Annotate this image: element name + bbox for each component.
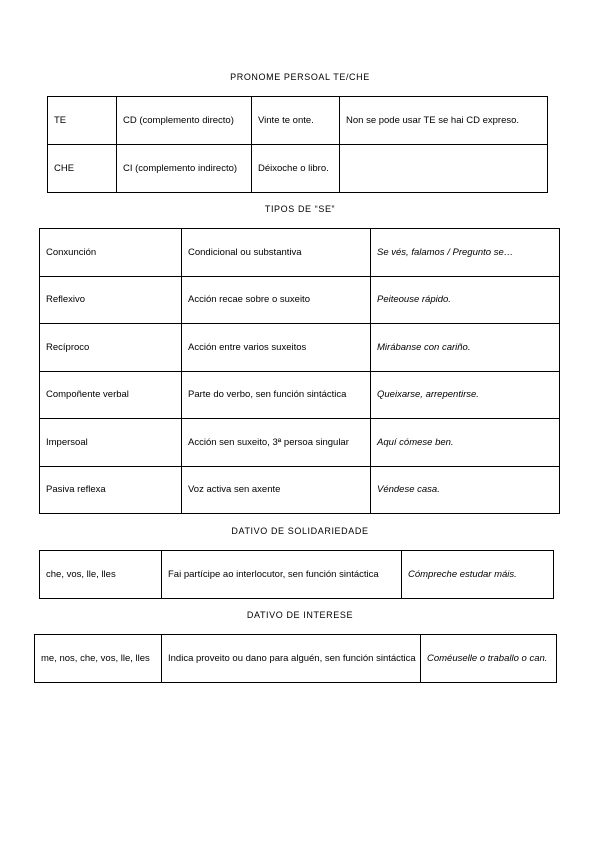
table-cell: me, nos, che, vos, lle, lles (35, 635, 162, 683)
section-title-dativo-solidariedade: DATIVO DE SOLIDARIEDADE (231, 526, 369, 536)
table-cell: Reflexivo (40, 276, 182, 324)
table-cell-example: Queixarse, arrepentirse. (371, 371, 560, 419)
table-cell: Parte do verbo, sen función sintáctica (182, 371, 371, 419)
table-row (40, 324, 560, 372)
table-cell-example: Véndese casa. (371, 466, 560, 514)
table-cell: Acción entre varios suxeitos (182, 324, 371, 372)
table-cell-example: Aquí cómese ben. (371, 419, 560, 467)
table-row (48, 145, 548, 193)
table-cell: Fai partícipe ao interlocutor, sen función sintáctica (162, 551, 402, 599)
table-cell: CHE (48, 145, 117, 193)
table-cell: Impersoal (40, 419, 182, 467)
table-cell-example: Se vés, falamos / Pregunto se… (371, 229, 560, 277)
table-cell: che, vos, lle, lles (40, 551, 162, 599)
table-cell-example: Coméuselle o traballo o can. (421, 635, 557, 683)
table-cell-example: Cómpreche estudar máis. (402, 551, 554, 599)
table-cell: Indica proveito ou dano para alguén, sen función sintáctica (162, 635, 421, 683)
table-row (40, 229, 560, 277)
table-cell: Recíproco (40, 324, 182, 372)
table-row (40, 466, 560, 514)
table-cell: CD (complemento directo) (117, 97, 252, 145)
table-row (40, 419, 560, 467)
table-cell: Déixoche o libro. (252, 145, 340, 193)
table-row (40, 371, 560, 419)
table-dativo-solidariedade (39, 550, 554, 599)
table-row (40, 551, 554, 599)
table-cell: Pasiva reflexa (40, 466, 182, 514)
table-row (48, 97, 548, 145)
table-cell: Compoñente verbal (40, 371, 182, 419)
table-tipos-se (39, 228, 560, 514)
table-cell: CI (complemento indirecto) (117, 145, 252, 193)
table-cell: Acción sen suxeito, 3ª persoa singular (182, 419, 371, 467)
table-row (35, 635, 557, 683)
table-cell: Acción recae sobre o suxeito (182, 276, 371, 324)
table-cell: TE (48, 97, 117, 145)
table-dativo-interese (34, 634, 557, 683)
table-pronome-persoal (47, 96, 548, 193)
table-cell: Non se pode usar TE se hai CD expreso. (340, 97, 548, 145)
section-title-tipos-se: TIPOS DE “SE” (264, 204, 336, 214)
table-cell: Voz activa sen axente (182, 466, 371, 514)
table-cell-example: Mirábanse con cariño. (371, 324, 560, 372)
section-title-dativo-interese: DATIVO DE INTERESE (246, 610, 354, 620)
section-title-pronome: PRONOME PERSOAL TE/CHE (230, 72, 370, 82)
table-cell: Vinte te onte. (252, 97, 340, 145)
table-cell: Condicional ou substantiva (182, 229, 371, 277)
table-cell: Conxunción (40, 229, 182, 277)
table-cell (340, 145, 548, 193)
table-row (40, 276, 560, 324)
table-cell-example: Peiteouse rápido. (371, 276, 560, 324)
